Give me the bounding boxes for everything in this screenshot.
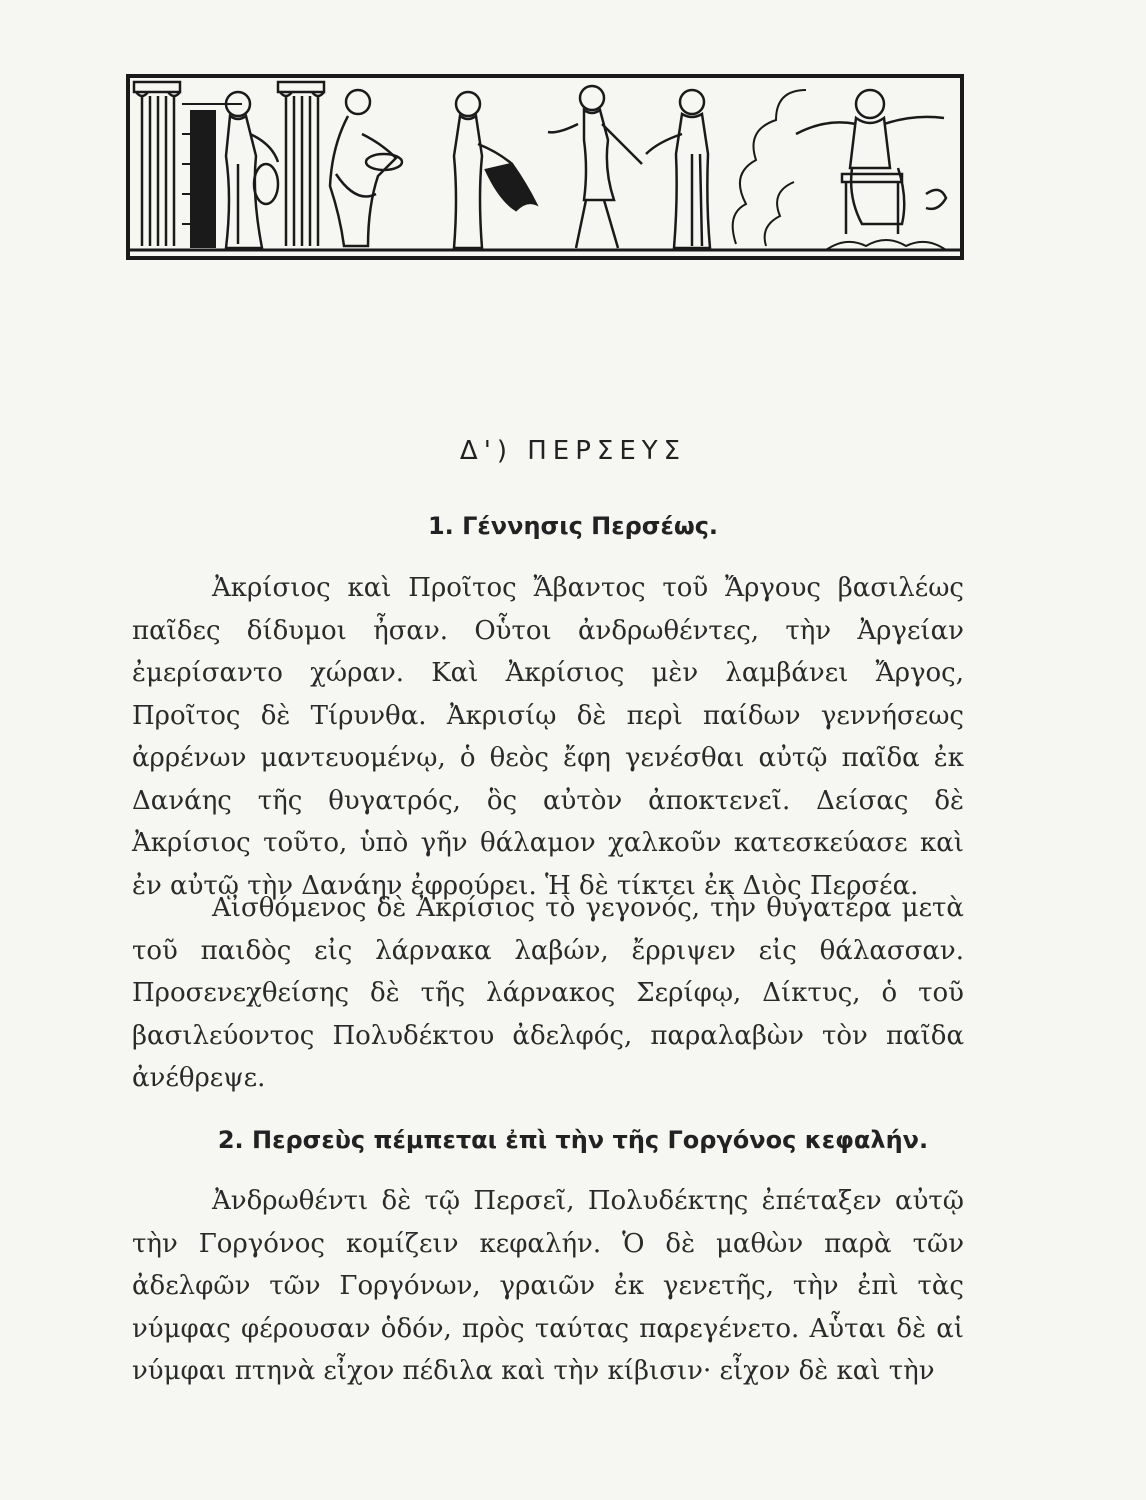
- figure-zeus-seated: [796, 90, 946, 234]
- figure-woman-bending: [330, 90, 402, 246]
- figure-woman-robe: [646, 90, 710, 248]
- paragraph-3: Ἀνδρωθέντι δὲ τῷ Περσεῖ, Πολυδέκτης ἐπέταξεν αὐτῷ τὴν Γοργόνος κομίζειν κεφαλήν. Ὁ δὲ μαθὼν παρὰ τῶν ἀδελφῶν τῶν Γοργόνων, γραιῶν ἐκ γενετῆς, τὴν ἐπὶ τὰς νύμφας φέρουσαν ὁδόν, πρὸς ταύτας παρεγένετο. Αὗται δὲ αἱ νύμφαι πτηνὰ εἶχον πέδιλα καὶ τὴν κίβισιν· εἶχον δὲ καὶ τὴν: [132, 1186, 964, 1386]
- paragraph-1: Ἀκρίσιος καὶ Προῖτος Ἄβαντος τοῦ Ἄργους βασιλέως παῖδες δίδυμοι ἦσαν. Οὗτοι ἀνδρωθέντες, τὴν Ἀργείαν ἐμερίσαντο χώραν. Καὶ Ἀκρίσιος μὲν λαμβάνει Ἄργος, Προῖτος δὲ Τίρυνθα. Ἀκρισίῳ δὲ περὶ παίδων γεννήσεως ἀρρένων μαντευομένῳ, ὁ θεὸς ἔφη γενέσθαι αὐτῷ παῖδα ἐκ Δανάης τῆς θυγατρός, ὃς αὐτὸν ἀποκτενεῖ. Δείσας δὲ Ἀκρίσιος τοῦτο, ὑπὸ γῆν θάλαμον χαλκοῦν κατεσκεύασε καὶ ἐν αὐτῷ τὴν Δανάην ἐφρούρει. Ἡ δὲ τίκτει ἐκ Διὸς Περσέα.: [132, 573, 964, 901]
- chapter-title: Δ') ΠΕΡΣΕΥΣ: [459, 436, 687, 466]
- figure-perseus: [548, 86, 642, 248]
- column-left: [134, 82, 180, 246]
- section-heading-2: 2. Περσεὺς πέμπεται ἐπὶ τὴν τῆς Γοργόνος κεφαλήν.: [217, 1126, 929, 1154]
- column-right: [278, 82, 324, 246]
- doorway: [182, 104, 242, 248]
- frieze-frame: [128, 76, 962, 258]
- frieze-drawing: [126, 74, 964, 260]
- section-heading-1: 1. Γέννησις Περσέως.: [427, 512, 719, 540]
- figure-woman-vessel: [226, 92, 278, 248]
- figure-woman-cloth: [454, 92, 536, 248]
- header-illustration: [126, 74, 964, 260]
- paragraph-2: Αἰσθόμενος δὲ Ἀκρίσιος τὸ γεγονός, τὴν θυγατέρα μετὰ τοῦ παιδὸς εἰς λάρνακα λαβών, ἔρριψεν εἰς θάλασσαν. Προσενεχθείσης δὲ τῆς λάρνακος Σερίφῳ, Δίκτυς, ὁ τοῦ βασιλεύοντος Πολυδέκτου ἀδελφός, παραλαβὼν τὸν παῖδα ἀνέθρεψε.: [132, 893, 964, 1093]
- clouds: [733, 90, 946, 250]
